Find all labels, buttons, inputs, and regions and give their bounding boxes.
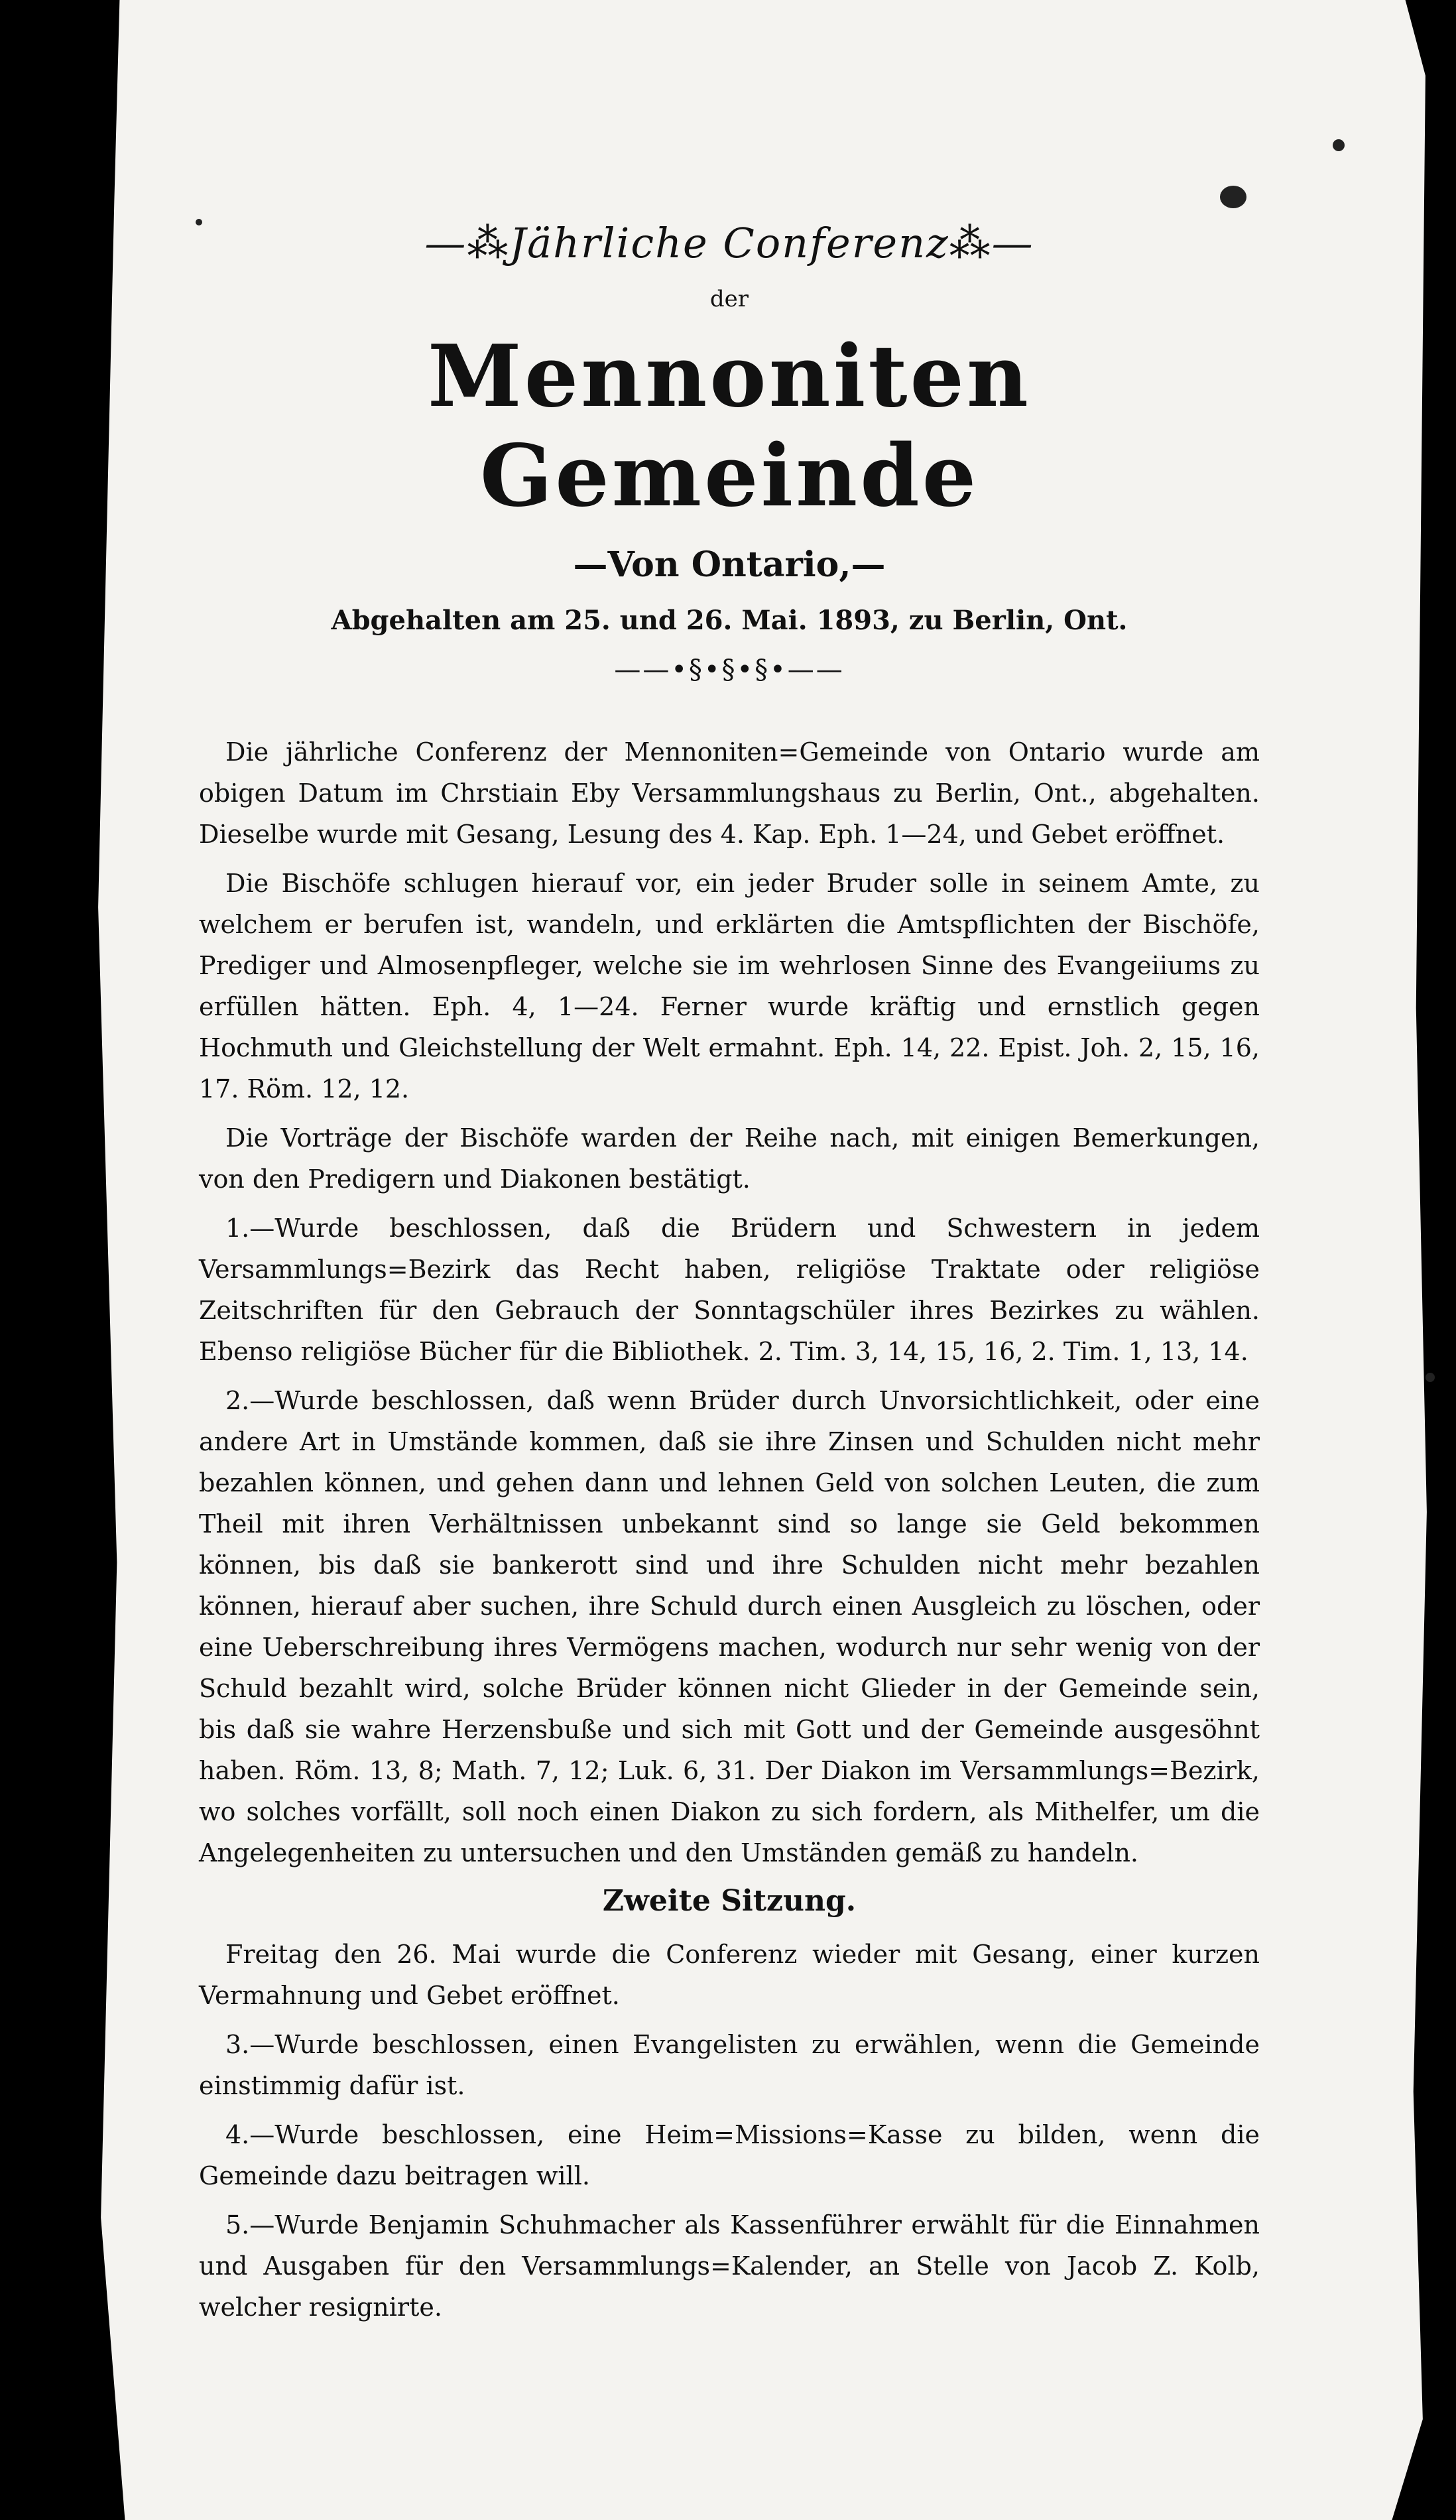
ink-speck [1333,139,1345,151]
paragraph-resolution-4: 4.—Wurde beschlossen, eine Heim=Missions=Kasse zu bilden, wenn die Gemeinde dazu beitragen will. [199,2120,1260,2190]
document-body [199,219,1260,2336]
main-title: Mennoniten Gemeinde [428,327,1031,526]
paragraph-resolution-1: 1.—Wurde beschlossen, daß die Brüdern und Schwestern in jedem Versammlungs=Bezirk das Recht haben, religiöse Traktate oder religiöse Zeitschriften für den Gebrauch der Sonntagschüler ihres Bezirkes zu wählen. Ebenso religiöse Bücher für die Bibliothek. 2. Tim. 3, 14, 15, 16, 2. Tim. 1, 13, 14. [199,1214,1260,1366]
conference-heading: —⁂Jährliche Conferenz⁂— [424,219,1034,267]
paragraph-resolution-3: 3.—Wurde beschlossen, einen Evangelisten zu erwählen, wenn die Gemeinde einstimmig dafür ist. [199,2030,1260,2100]
ornament-divider: ——•§•§•§•—— [614,655,845,685]
der-word: der [709,286,749,312]
subtitle: —Von Ontario,— [573,544,886,585]
paragraph-lectures: Die Vorträge der Bischöfe warden der Reihe nach, mit einigen Bemerkungen, von den Predigern und Diakonen bestätigt. [199,1123,1260,1194]
paragraph-second-session: Freitag den 26. Mai wurde die Conferenz wieder mit Gesang, einer kurzen Vermahnung und Gebet eröffnet. [199,1940,1260,2010]
ink-speck [1220,186,1246,208]
paragraph-intro: Die jährliche Conferenz der Mennoniten=Gemeinde von Ontario wurde am obigen Datum im Chrstiain Eby Versammlungshaus zu Berlin, Ont., abgehalten. Dieselbe wurde mit Gesang, Lesung des 4. Kap. Eph. 1—24, und Gebet eröffnet. [199,737,1260,849]
held-line: Abgehalten am 25. und 26. Mai. 1893, zu Berlin, Ont. [331,605,1128,636]
paragraph-resolution-5: 5.—Wurde Benjamin Schuhmacher als Kassenführer erwählt für die Einnahmen und Ausgaben für den Versammlungs=Kalender, an Stelle von Jacob Z. Kolb, welcher resignirte. [199,2210,1260,2322]
paragraph-resolution-2: 2.—Wurde beschlossen, daß wenn Brüder durch Unvorsichtlichkeit, oder eine andere Art in Umstände kommen, daß sie ihre Zinsen und Schulden nicht mehr bezahlen können, und gehen dann und lehnen Geld von solchen Leuten, die zum Theil mit ihren Verhältnissen unbekannt sind so lange sie Geld bekommen können, bis daß sie bankerott sind und ihre Schulden nicht mehr bezahlen können, hierauf aber suchen, ihre Schuld durch einen Ausgleich zu löschen, oder eine Ueberschreibung ihres Vermögens machen, wodurch nur sehr wenig von der Schuld bezahlt wird, solche Brüder können nicht Glieder in der Gemeinde sein, bis daß sie wahre Herzensbuße und sich mit Gott und der Gemeinde ausgesöhnt haben. Röm. 13, 8; Math. 7, 12; Luk. 6, 31. Der Diakon im Versammlungs=Bezirk, wo solches vorfällt, soll noch einen Diakon zu sich fordern, als Mithelfer, um die Angelegenheiten zu untersuchen und den Umständen gemäß zu handeln. [199,1386,1260,1867]
paragraph-bishops: Die Bischöfe schlugen hierauf vor, ein jeder Bruder solle in seinem Amte, zu welchem er berufen ist, wandeln, und erklärten die Amtspflichten der Bischöfe, Prediger und Almosenpfleger, welche sie im wehrlosen Sinne des Evangeiiums zu erfüllen hätten. Eph. 4, 1—24. Ferner wurde kräftig und ernstlich gegen Hochmuth und Gleichstellung der Welt ermahnt. Eph. 14, 22. Epist. Joh. 2, 15, 16, 17. Röm. 12, 12. [199,869,1260,1103]
section-heading: Zweite Sitzung. [602,1884,857,1918]
ink-speck [1426,1373,1435,1382]
